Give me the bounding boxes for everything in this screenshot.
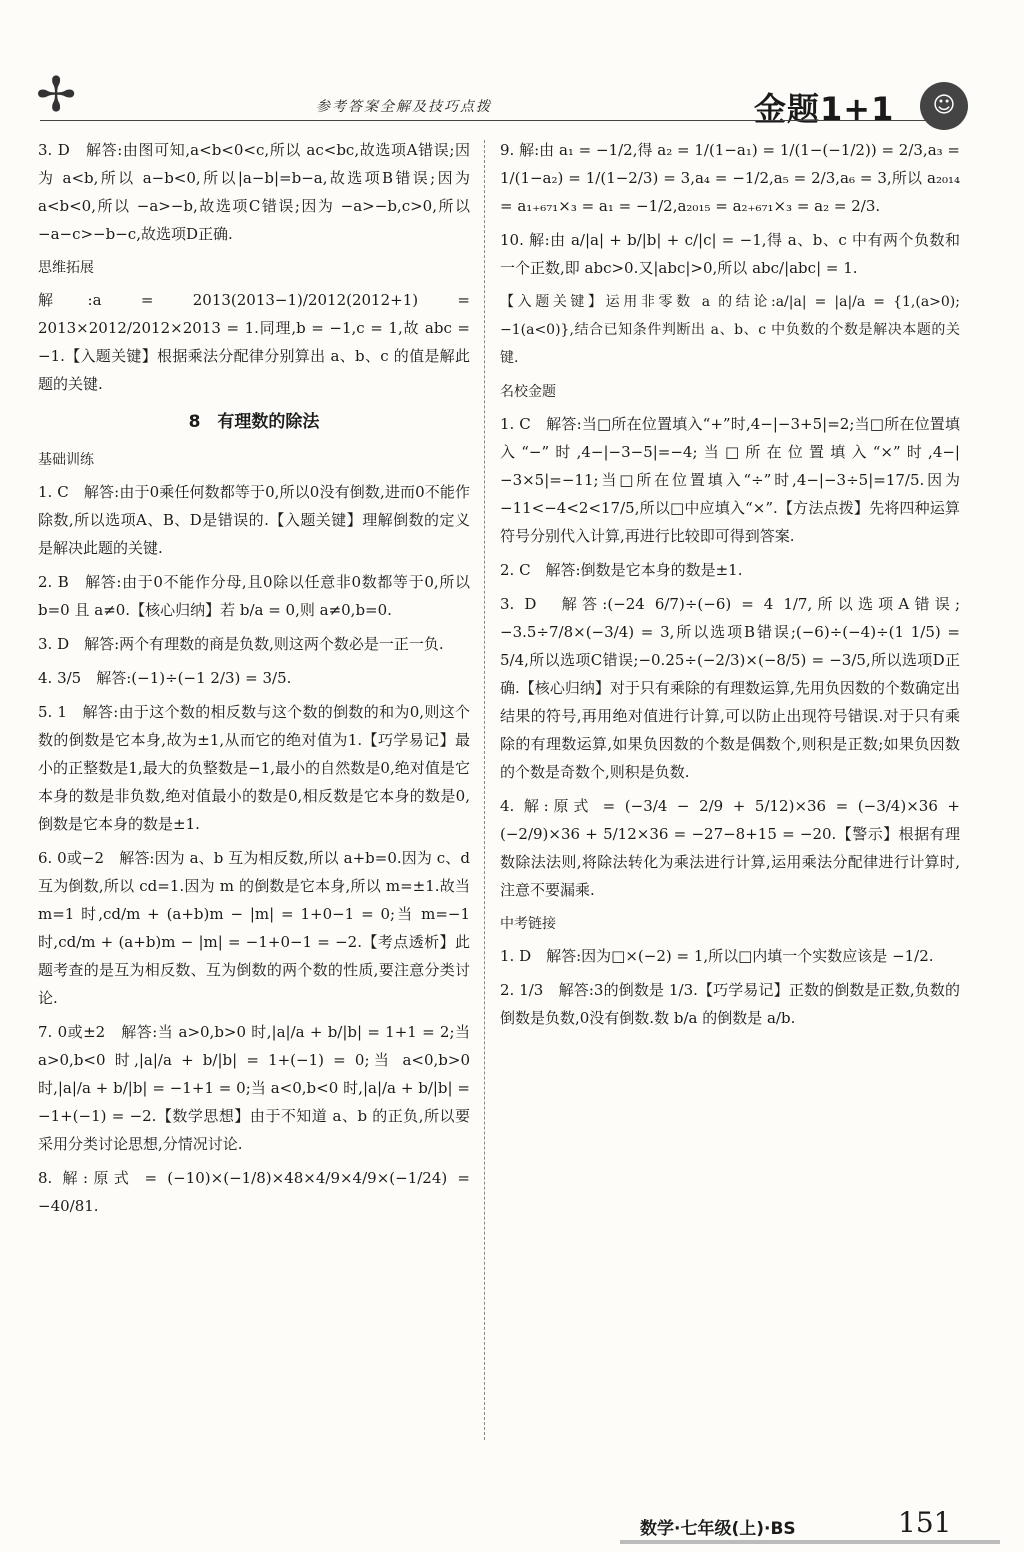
column-divider xyxy=(484,140,485,1440)
heading-basic: 基础训练 xyxy=(38,452,94,468)
heading-exam: 中考链接 xyxy=(500,916,556,932)
answer-item: 1. C 解答:当□所在位置填入“+”时,4−|−3+5|=2;当□所在位置填入“−”时,4−|−3−5|=−4;当□所在位置填入“×”时,4−|−3×5|=−11;当□所在位置填入“÷”时,4−|−3÷5|=17/5.因为 −11<−4<2<17/5,所以□中应填入“×”.【方法点拨】先将四种运算符号分别代入计算,再进行比较即可得到答案. xyxy=(500,415,960,545)
answer-item: 2. 1/3 解答:3的倒数是 1/3.【巧学易记】正数的倒数是正数,负数的倒数是负数,0没有倒数.数 b/a 的倒数是 a/b. xyxy=(500,981,960,1027)
answer-item: 9. 解:由 a₁ = −1/2,得 a₂ = 1/(1−a₁) = 1/(1−(−1/2)) = 2/3,a₃ = 1/(1−a₂) = 1/(1−2/3) = 3,a₄ = −1/2,a₅ = 2/3,a₆ = 3,所以 a₂₀₁₄ = a₁₊₆₇₁×₃ = a₁ = −1/2,a₂₀₁₅ = a₂₊₆₇₁×₃ = a₂ = 2/3. xyxy=(500,141,960,215)
left-column xyxy=(38,136,470,1226)
decorative-logo-icon: ✢ xyxy=(36,67,77,123)
page-number: 151 xyxy=(898,1506,952,1539)
answer-item: 7. 0或±2 解答:当 a>0,b>0 时,|a|/a + b/|b| = 1+1 = 2;当 a>0,b<0 时,|a|/a + b/|b| = 1+(−1) = 0;当 a<0,b>0 时,|a|/a + b/|b| = −1+1 = 0;当 a<0,b<0 时,|a|/a + b/|b| = −1+(−1) = −2.【数学思想】由于不知道 a、b 的正负,所以要采用分类讨论思想,分情况讨论. xyxy=(38,1023,470,1153)
answer-item: 3. D 解答:由图可知,a<b<0<c,所以 ac<bc,故选项A错误;因为 a<b,所以 a−b<0,所以|a−b|=b−a,故选项B错误;因为 a<b<0,所以 −a>−b,故选项C错误;因为 −a>−b,c>0,所以 −a−c>−b−c,故选项D正确. xyxy=(38,141,470,243)
heading-famous: 名校金题 xyxy=(500,384,556,400)
page-footer xyxy=(0,1500,1024,1552)
footer-subject: 数学·七年级(上)·BS xyxy=(640,1519,796,1539)
brand-title: 金题1+1 xyxy=(754,90,895,128)
answer-item: 2. B 解答:由于0不能作分母,且0除以任意非0数都等于0,所以 b=0 且 a≠0.【核心归纳】若 b/a = 0,则 a≠0,b=0. xyxy=(38,573,470,619)
answer-item: 6. 0或−2 解答:因为 a、b 互为相反数,所以 a+b=0.因为 c、d 互为倒数,所以 cd=1.因为 m 的倒数是它本身,所以 m=±1.故当 m=1 时,cd/m + (a+b)m − |m| = 1+0−1 = 0;当 m=−1 时,cd/m + (a+b)m − |m| = −1+0−1 = −2.【考点透析】此题考查的是互为相反数、互为倒数的两个数的性质,要注意分类讨论. xyxy=(38,849,470,1007)
section-title: 8 有理数的除法 xyxy=(188,412,320,432)
answer-item: 5. 1 解答:由于这个数的相反数与这个数的倒数的和为0,则这个数的倒数是它本身,故为±1,从而它的绝对值为1.【巧学易记】最小的正整数是1,最大的负整数是−1,最小的自然数是0,绝对值是它本身的数是非负数,绝对值最小的数是0,相反数是它本身的数是0,倒数是它本身的数是±1. xyxy=(38,703,470,833)
answer-item: 10. 解:由 a/|a| + b/|b| + c/|c| = −1,得 a、b、c 中有两个负数和一个正数,即 abc>0.又|abc|>0,所以 abc/|abc| = 1. xyxy=(500,231,960,277)
answer-item: 1. D 解答:因为□×(−2) = 1,所以□内填一个实数应该是 −1/2. xyxy=(500,947,934,965)
answer-item: 2. C 解答:倒数是它本身的数是±1. xyxy=(500,561,743,579)
answer-item: 1. C 解答:由于0乘任何数都等于0,所以0没有倒数,进而0不能作除数,所以选项A、B、D是错误的.【入题关键】理解倒数的定义是解决此题的关键. xyxy=(38,483,470,557)
page-header xyxy=(0,0,1024,130)
heading-thinking: 思维拓展 xyxy=(38,260,94,276)
mascot-icon: ☺ xyxy=(920,82,968,130)
right-column xyxy=(500,136,960,1038)
answer-item: 8. 解:原式 = (−10)×(−1/8)×48×4/9×4/9×(−1/24) = −40/81. xyxy=(38,1169,470,1215)
answer-item: 3. D 解答:两个有理数的商是负数,则这两个数必是一正一负. xyxy=(38,635,444,653)
footer-band xyxy=(620,1540,1000,1544)
answer-item: 4. 3/5 解答:(−1)÷(−1 2/3) = 3/5. xyxy=(38,669,292,687)
header-subtitle: 参考答案全解及技巧点拨 xyxy=(316,99,492,115)
answer-item: 4. 解:原式 = (−3/4 − 2/9 + 5/12)×36 = (−3/4)×36 + (−2/9)×36 + 5/12×36 = −27−8+15 = −20.【警示】根据有理数除法法则,将除法转化为乘法进行计算,运用乘法分配律进行计算时,注意不要漏乘. xyxy=(500,797,960,899)
answer-item: 【入题关键】运用非零数 a 的结论:a/|a| = |a|/a = {1,(a>0); −1(a<0)},结合已知条件判断出 a、b、c 中负数的个数是解决本题的关键. xyxy=(500,294,960,366)
header-rule xyxy=(40,120,960,121)
answer-item: 解:a = 2013(2013−1)/2012(2012+1) = 2013×2012/2012×2013 = 1.同理,b = −1,c = 1,故 abc = −1.【入题关键】根据乘法分配律分别算出 a、b、c 的值是解此题的关键. xyxy=(38,291,470,393)
answer-item: 3. D 解答:(−24 6/7)÷(−6) = 4 1/7,所以选项A错误;−3.5÷7/8×(−3/4) = 3,所以选项B错误;(−6)÷(−4)÷(1 1/5) = 5/4,所以选项C错误;−0.25÷(−2/3)×(−8/5) = −3/5,所以选项D正确.【核心归纳】对于只有乘除的有理数运算,先用负因数的个数确定出结果的符号,再用绝对值进行计算,可以防止出现符号错误.对于只有乘除的有理数运算,如果负因数的个数是偶数个,则积是正数;如果负因数的个数是奇数个,则积是负数. xyxy=(500,595,960,781)
